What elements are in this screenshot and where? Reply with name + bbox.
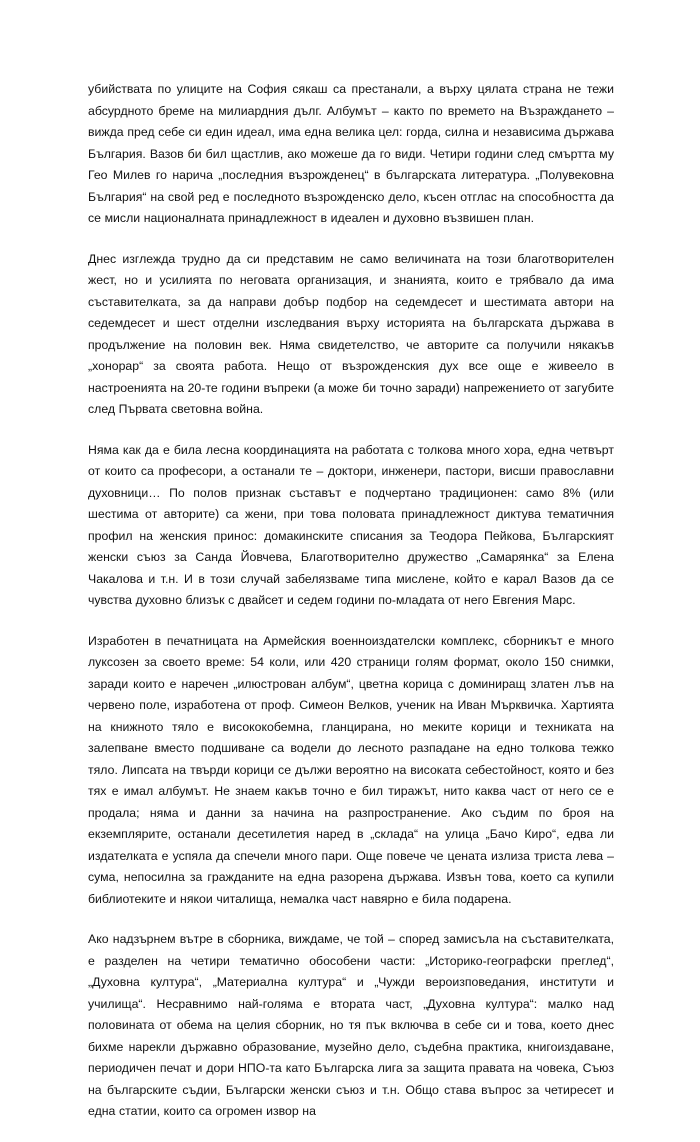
paragraph-1: убийствата по улиците на София сякаш са престанали, а върху цялата страна не тежи абсурдното бреме на милиардния дълг. Албумът – както по времето на Възраждането – вижда пред себе си един идеал, има една велика цел: горда, силна и независима държава България. Вазов би бил щастлив, ако можеше да го види. Четири години след смъртта му Гео Милев го нарича „последния възрожденец“ в българската литература. „Полувековна България“ на свой ред е последното възрожденско дело, късен отглас на способността да се мисли националната принадлежност в идеален и духовно възвишен план. bbox=[88, 82, 614, 225]
paragraph-5: Ако надзърнем вътре в сборника, виждаме, че той – според замисъла на съставителката, е разделен на четири тематично обособени части: „Историко-географски преглед“, „Духовна култура“, „Материална култура“ и „Чужди вероизповедания, институти и училища“. Несравнимо най-голяма е втората част, „Духовна култура“: малко над половината от обема на целия сборник, но тя пък включва в себе си и това, което днес бихме нарекли държавно образование, музейно дело, съдебна практика, книгоиздаване, периодичен печат и дори НПО-та като Българска лига за защита правата на човека, Съюз на българските съдии, Български женски съюз и т.н. Общо става въпрос за четиресет и една статии, които са огромен извор на bbox=[88, 932, 614, 1118]
paragraph-4: Изработен в печатницата на Армейския военноиздателски комплекс, сборникът е много луксозен за своето време: 54 коли, или 420 страници голям формат, около 150 снимки, заради които е наречен „илюстрован албум“, цветна корица с доминиращ златен лъв на червено поле, изработена от проф. Симеон Велков, ученик на Иван Мърквичка. Хартията на книжното тяло е висококобемна, гланцирана, но меките корици и техниката на залепване вместо подшиване са водели до лесното разпадане на едно толкова тежко тяло. Липсата на твърди корици се дължи вероятно на високата себестойност, която и без тях е имал албумът. Не знаем какъв точно е бил тиражът, нито каква част от него се е продала; няма и данни за начина на разпространение. Ако съдим по броя на екземплярите, останали десетилетия наред в „склада“ на улица „Бачо Киро“, едва ли издателката е успяла да спечели много пари. Още повече че цената излиза триста лева – сума, непосилна за гражданите на една разорена държава. Извън това, което са купили библиотеките и някои читалища, немалка част навярно е била подарена. bbox=[88, 633, 614, 906]
document-body bbox=[88, 79, 614, 1142]
paragraph-2: Днес изглежда трудно да си представим не само величината на този благотворителен жест, но и усилията по неговата организация, и знанията, които е трябвало да има съставителката, за да направи добър подбор на седемдесет и шестимата автори на седемдесет и шест отделни изследвания върху историята на българската държава в продължение на половин век. Няма свидетелство, че авторите са получили някакъв „хонорар“ за своята работа. Нещо от възрожденския дух все още е живеело в настроенията на 20-те години въпреки (а може би точно заради) напрежението от загубите след Първата световна война. bbox=[88, 251, 614, 416]
paragraph-3: Няма как да е била лесна координацията на работата с толкова много хора, една четвърт от които са професори, а останали те – доктори, инженери, пастори, висши православни духовници… По полов признак съставът е подчертано традиционен: само 8% (или шестима от авторите) са жени, при това половата принадлежност диктува тематичния профил на женския принос: домакинските списания за Теодора Пейкова, Българският женски съюз за Санда Йовчева, Благотворително дружество „Самарянка“ за Елена Чакалова и т.н. И в този случай забелязваме типа мислене, който е карал Вазов да се чувства духовно близък с двайсет и седем години по-младата от него Евгения Марс. bbox=[88, 442, 614, 607]
